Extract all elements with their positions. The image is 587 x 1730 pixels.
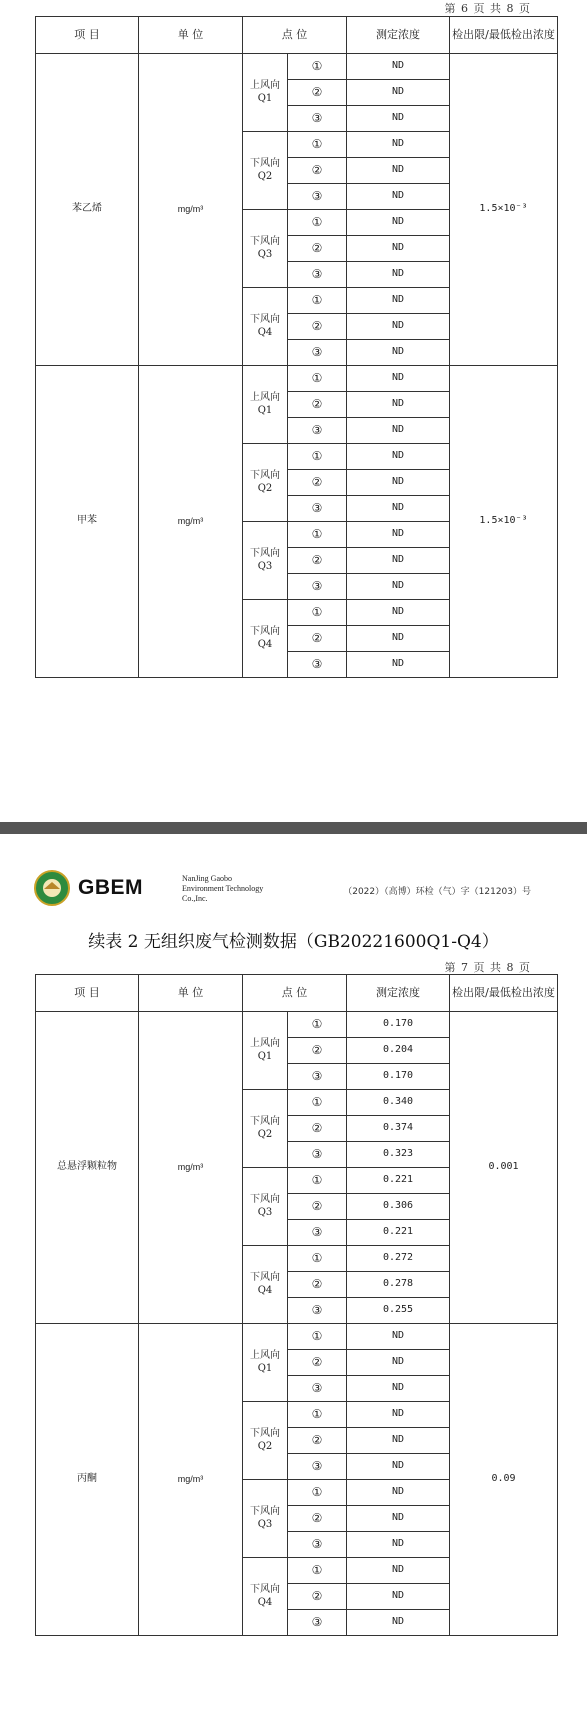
report-page-7	[0, 834, 587, 1730]
measured-value: 0.170	[347, 1064, 450, 1090]
sample-number: ②	[288, 314, 347, 340]
wind-direction: 下风向	[250, 1506, 280, 1517]
measured-value: ND	[347, 106, 450, 132]
sampling-point	[243, 366, 288, 444]
item-name: 苯乙烯	[36, 54, 139, 366]
sample-number: ③	[288, 1532, 347, 1558]
sample-number: ③	[288, 184, 347, 210]
measured-value: ND	[347, 522, 450, 548]
sample-number: ②	[288, 1506, 347, 1532]
sample-number: ③	[288, 1298, 347, 1324]
point-code: Q4	[257, 1284, 273, 1296]
sample-number: ②	[288, 80, 347, 106]
wind-direction: 下风向	[250, 1584, 280, 1595]
sample-number: ②	[288, 1428, 347, 1454]
sample-number: ②	[288, 158, 347, 184]
sample-number: ②	[288, 626, 347, 652]
sample-number: ③	[288, 418, 347, 444]
wind-direction: 下风向	[250, 1428, 280, 1439]
measured-value: 0.272	[347, 1246, 450, 1272]
item-name: 丙酮	[36, 1324, 139, 1636]
detection-limit: 0.09	[450, 1324, 558, 1636]
sampling-point	[243, 288, 288, 366]
header-point: 点 位	[243, 975, 347, 1012]
sample-number: ③	[288, 1376, 347, 1402]
report-page-6	[0, 0, 587, 822]
sample-number: ③	[288, 262, 347, 288]
emblem-icon	[34, 870, 70, 906]
sample-number: ③	[288, 1454, 347, 1480]
point-code: Q3	[257, 1206, 273, 1218]
header-value: 测定浓度	[347, 975, 450, 1012]
measured-value: 0.374	[347, 1116, 450, 1142]
wind-direction: 下风向	[250, 626, 280, 637]
sampling-point	[243, 600, 288, 678]
point-code: Q4	[257, 1596, 273, 1608]
measured-value: 0.278	[347, 1272, 450, 1298]
sample-number: ①	[288, 54, 347, 80]
company-name: NanJing Gaobo Environment Technology Co.,Inc.	[182, 874, 264, 903]
sample-number: ①	[288, 1168, 347, 1194]
sample-number: ②	[288, 470, 347, 496]
measured-value: ND	[347, 80, 450, 106]
measured-value: ND	[347, 1454, 450, 1480]
sampling-point	[243, 1402, 288, 1480]
sample-number: ③	[288, 340, 347, 366]
emission-data-table	[35, 16, 558, 678]
header-item: 项 目	[36, 17, 139, 54]
detection-limit: 1.5×10⁻³	[450, 366, 558, 678]
point-code: Q4	[257, 326, 273, 338]
sampling-point	[243, 1246, 288, 1324]
sampling-point	[243, 132, 288, 210]
sample-number: ②	[288, 392, 347, 418]
sampling-point	[243, 54, 288, 132]
sample-number: ①	[288, 1480, 347, 1506]
table-row	[36, 1324, 558, 1350]
sample-number: ①	[288, 210, 347, 236]
measured-value: ND	[347, 574, 450, 600]
sample-number: ①	[288, 1402, 347, 1428]
sampling-point	[243, 1012, 288, 1090]
measured-value: ND	[347, 314, 450, 340]
measured-value: ND	[347, 236, 450, 262]
sample-number: ③	[288, 496, 347, 522]
header-item: 项 目	[36, 975, 139, 1012]
measured-value: ND	[347, 1610, 450, 1636]
sample-number: ③	[288, 1610, 347, 1636]
sample-number: ①	[288, 1324, 347, 1350]
header-unit: 单 位	[139, 17, 243, 54]
measured-value: ND	[347, 340, 450, 366]
sample-number: ①	[288, 522, 347, 548]
point-code: Q3	[257, 1518, 273, 1530]
sample-number: ①	[288, 1558, 347, 1584]
brand-name: GBEM	[78, 876, 143, 899]
page-number: 第 6 页 共 8 页	[444, 2, 531, 15]
measured-value: ND	[347, 288, 450, 314]
sampling-point	[243, 1168, 288, 1246]
wind-direction: 下风向	[250, 1116, 280, 1127]
measured-value: 0.306	[347, 1194, 450, 1220]
detection-limit: 1.5×10⁻³	[450, 54, 558, 366]
sampling-point	[243, 210, 288, 288]
point-code: Q3	[257, 560, 273, 572]
detection-limit: 0.001	[450, 1012, 558, 1324]
sample-number: ②	[288, 236, 347, 262]
sample-number: ②	[288, 1350, 347, 1376]
sample-number: ①	[288, 444, 347, 470]
wind-direction: 下风向	[250, 314, 280, 325]
measured-value: ND	[347, 1428, 450, 1454]
measured-value: ND	[347, 444, 450, 470]
point-code: Q3	[257, 248, 273, 260]
wind-direction: 上风向	[250, 392, 280, 403]
sample-number: ②	[288, 1194, 347, 1220]
header-limit: 检出限/最低检出浓度	[450, 975, 558, 1012]
point-code: Q2	[257, 170, 273, 182]
sample-number: ③	[288, 106, 347, 132]
item-name: 总悬浮颗粒物	[36, 1012, 139, 1324]
wind-direction: 下风向	[250, 470, 280, 481]
wind-direction: 上风向	[250, 1350, 280, 1361]
sample-number: ①	[288, 366, 347, 392]
measured-value: ND	[347, 210, 450, 236]
measured-value: ND	[347, 600, 450, 626]
item-unit: mg/m³	[139, 1324, 243, 1636]
point-code: Q2	[257, 1440, 273, 1452]
measured-value: ND	[347, 1402, 450, 1428]
measured-value: ND	[347, 1558, 450, 1584]
sample-number: ③	[288, 1064, 347, 1090]
header-unit: 单 位	[139, 975, 243, 1012]
wind-direction: 上风向	[250, 80, 280, 91]
sample-number: ③	[288, 1220, 347, 1246]
measured-value: ND	[347, 496, 450, 522]
point-code: Q1	[257, 1362, 273, 1374]
measured-value: ND	[347, 1532, 450, 1558]
sampling-point	[243, 1558, 288, 1636]
measured-value: 0.221	[347, 1168, 450, 1194]
measured-value: 0.204	[347, 1038, 450, 1064]
page-separator	[0, 822, 587, 834]
point-code: Q2	[257, 1128, 273, 1140]
item-name: 甲苯	[36, 366, 139, 678]
measured-value: ND	[347, 1584, 450, 1610]
table-header-row	[36, 975, 558, 1012]
sample-number: ③	[288, 574, 347, 600]
sample-number: ②	[288, 1584, 347, 1610]
sample-number: ①	[288, 600, 347, 626]
sampling-point	[243, 1324, 288, 1402]
header-value: 测定浓度	[347, 17, 450, 54]
point-code: Q1	[257, 1050, 273, 1062]
sampling-point	[243, 522, 288, 600]
measured-value: ND	[347, 54, 450, 80]
table-row	[36, 54, 558, 80]
report-number: （2022）（高博）环检（气）字（121203）号	[343, 887, 531, 897]
measured-value: ND	[347, 392, 450, 418]
header-point: 点 位	[243, 17, 347, 54]
measured-value: ND	[347, 548, 450, 574]
sample-number: ①	[288, 1246, 347, 1272]
sample-number: ③	[288, 652, 347, 678]
wind-direction: 下风向	[250, 1194, 280, 1205]
item-unit: mg/m³	[139, 54, 243, 366]
table-title: 续表 2 无组织废气检测数据（GB20221600Q1-Q4）	[88, 932, 499, 952]
wind-direction: 上风向	[250, 1038, 280, 1049]
sample-number: ①	[288, 1012, 347, 1038]
sample-number: ②	[288, 1038, 347, 1064]
measured-value: 0.221	[347, 1220, 450, 1246]
table-row	[36, 366, 558, 392]
measured-value: ND	[347, 158, 450, 184]
sample-number: ②	[288, 1272, 347, 1298]
measured-value: ND	[347, 1480, 450, 1506]
sample-number: ③	[288, 1142, 347, 1168]
measured-value: ND	[347, 652, 450, 678]
measured-value: ND	[347, 366, 450, 392]
measured-value: ND	[347, 262, 450, 288]
sampling-point	[243, 1090, 288, 1168]
wind-direction: 下风向	[250, 1272, 280, 1283]
measured-value: ND	[347, 1324, 450, 1350]
measured-value: ND	[347, 132, 450, 158]
measured-value: 0.323	[347, 1142, 450, 1168]
emission-data-table	[35, 974, 558, 1636]
wind-direction: 下风向	[250, 548, 280, 559]
wind-direction: 下风向	[250, 236, 280, 247]
wind-direction: 下风向	[250, 158, 280, 169]
table-header-row	[36, 17, 558, 54]
sampling-point	[243, 1480, 288, 1558]
measured-value: ND	[347, 470, 450, 496]
measured-value: 0.255	[347, 1298, 450, 1324]
item-unit: mg/m³	[139, 366, 243, 678]
item-unit: mg/m³	[139, 1012, 243, 1324]
header-limit: 检出限/最低检出浓度	[450, 17, 558, 54]
sample-number: ①	[288, 1090, 347, 1116]
point-code: Q1	[257, 404, 273, 416]
point-code: Q1	[257, 92, 273, 104]
measured-value: ND	[347, 418, 450, 444]
point-code: Q4	[257, 638, 273, 650]
sampling-point	[243, 444, 288, 522]
measured-value: ND	[347, 1376, 450, 1402]
measured-value: 0.170	[347, 1012, 450, 1038]
point-code: Q2	[257, 482, 273, 494]
sample-number: ②	[288, 548, 347, 574]
measured-value: ND	[347, 1350, 450, 1376]
sample-number: ①	[288, 132, 347, 158]
sample-number: ②	[288, 1116, 347, 1142]
page-number: 第 7 页 共 8 页	[444, 961, 531, 974]
measured-value: ND	[347, 626, 450, 652]
measured-value: 0.340	[347, 1090, 450, 1116]
table-row	[36, 1012, 558, 1038]
measured-value: ND	[347, 184, 450, 210]
sample-number: ①	[288, 288, 347, 314]
measured-value: ND	[347, 1506, 450, 1532]
